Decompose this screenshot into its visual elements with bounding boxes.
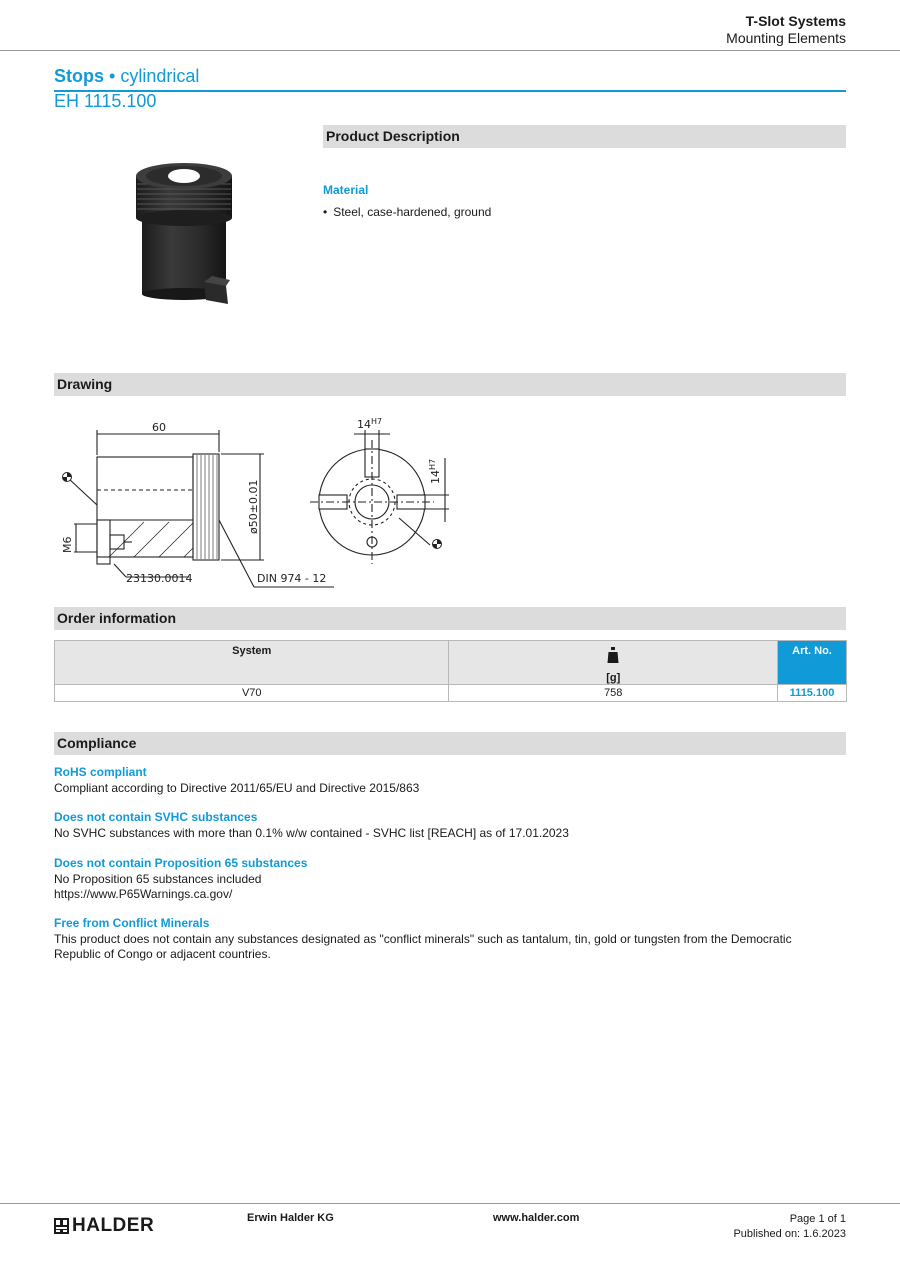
cell-system: V70 [55, 685, 449, 702]
footer-page-info [733, 1212, 846, 1242]
article-number: EH 1115.100 [54, 91, 157, 111]
compliance-prop65-title: Does not contain Proposition 65 substances [54, 856, 308, 870]
compliance-svhc-title: Does not contain SVHC substances [54, 810, 258, 824]
title-underline [54, 90, 846, 92]
title-separator: • [109, 66, 116, 86]
footer-published-date: Published on: 1.6.2023 [733, 1228, 846, 1240]
compliance-svhc-text: No SVHC substances with more than 0.1% w/w contained - SVHC list [REACH] as of 17.01.2023 [54, 826, 569, 840]
footer-company: Erwin Halder KG [247, 1212, 334, 1224]
table-row [55, 685, 847, 702]
footer-page-number: Page 1 of 1 [789, 1213, 846, 1225]
material-item-text: Steel, case-hardened, ground [333, 205, 492, 219]
cell-art-no-link[interactable]: 1115.100 [778, 685, 847, 702]
order-table [54, 640, 847, 702]
ref-din-label: DIN 974 - 12 [257, 572, 327, 585]
order-information-heading: Order information [54, 607, 846, 630]
product-description-heading: Product Description [323, 125, 846, 148]
compliance-conflict-text: This product does not contain any substances designated as "conflict minerals" such as tantalum, tin, gold or tungsten from the Democratic [54, 932, 792, 946]
compliance-rohs-text: Compliant according to Directive 2011/65/EU and Directive 2015/863 [54, 781, 420, 795]
document-header [726, 13, 846, 47]
compliance-heading: Compliance [54, 732, 846, 755]
order-table-header [55, 641, 847, 685]
weight-icon [608, 647, 619, 663]
col-system-header: System [55, 641, 449, 685]
compliance-rohs-title: RoHS compliant [54, 765, 147, 779]
material-label: Material [323, 183, 369, 197]
product-image [130, 158, 240, 310]
drawing-heading: Drawing [54, 373, 846, 396]
compliance-prop65-link[interactable]: https://www.P65Warnings.ca.gov/ [54, 887, 233, 901]
header-divider [0, 50, 900, 51]
material-item [323, 205, 491, 219]
col-art-no-header: Art. No. [778, 641, 847, 685]
dim-thread-label: M6 [61, 536, 74, 553]
dim-slot-side-label [428, 459, 442, 484]
weight-unit: [g] [606, 672, 621, 684]
header-category: T-Slot Systems [745, 13, 846, 29]
footer-website-link[interactable]: www.halder.com [493, 1212, 580, 1224]
dim-slot-side-value: 14 [429, 470, 442, 484]
col-weight-header [449, 641, 778, 685]
bullet-dot: • [323, 205, 328, 219]
page-title [54, 66, 199, 87]
title-rest: cylindrical [120, 66, 200, 86]
surface-finish-icon [63, 473, 72, 482]
title-bold: Stops [54, 66, 105, 86]
header-subcategory: Mounting Elements [726, 30, 846, 46]
dim-length-label: 60 [152, 421, 166, 434]
halder-logo-icon [54, 1218, 69, 1234]
compliance-prop65-text: No Proposition 65 substances included [54, 872, 262, 886]
surface-finish-icon-2 [433, 540, 442, 549]
footer-divider [0, 1203, 900, 1204]
dim-slot-top-value: 14 [357, 418, 371, 431]
technical-drawing [54, 410, 454, 592]
compliance-conflict-text-2: Republic of Congo or adjacent countries. [54, 947, 271, 961]
dim-slot-top-label [357, 417, 382, 431]
dim-diameter-label: ø50±0.01 [247, 479, 260, 534]
compliance-conflict-title: Free from Conflict Minerals [54, 916, 210, 930]
halder-logo [54, 1217, 154, 1235]
cell-weight: 758 [449, 685, 778, 702]
ref-part-label: 23130.0014 [126, 572, 193, 585]
dim-slot-side-tolerance: H7 [428, 458, 437, 470]
dim-slot-top-tolerance: H7 [371, 417, 383, 426]
halder-logo-text: HALDER [72, 1215, 155, 1236]
